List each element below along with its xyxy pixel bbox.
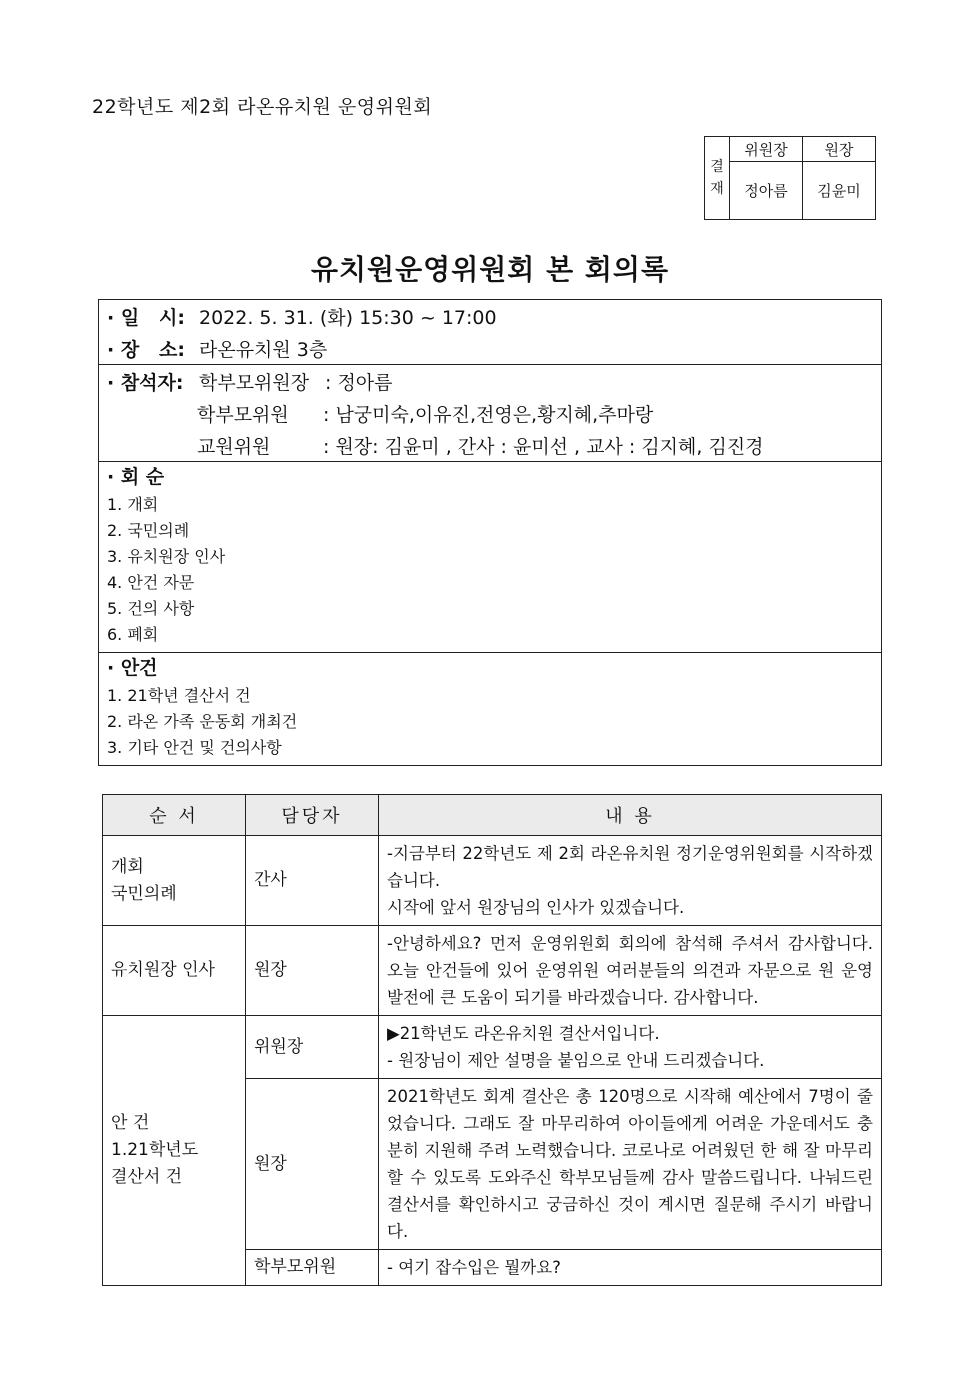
header-order: 순 서: [103, 795, 246, 836]
date-label: · 일 시:: [107, 306, 185, 329]
place-row: [99, 332, 881, 364]
date-value: 2022. 5. 31. (화) 15:30 ~ 17:00: [199, 306, 497, 329]
content-text: 시작에 앞서 원장님의 인사가 있겠습니다.: [387, 898, 685, 917]
approval-role-director: 원장: [803, 137, 876, 162]
attendee-row: [99, 397, 881, 429]
order-cell: [103, 836, 246, 926]
approval-side-char-2: 재: [710, 181, 724, 197]
meeting-info-box: [98, 299, 882, 766]
approval-name-director: 김윤미: [803, 162, 876, 220]
approval-side-char-1: 결: [710, 159, 724, 175]
header-person: 담당자: [246, 795, 379, 836]
content-cell: [379, 1079, 882, 1250]
attendee-role: 학부모위원: [197, 403, 289, 426]
content-text: -지금부터 22학년도 제 2회 라온유치원 정기운영위원회를 시작하겠습니다.: [387, 844, 873, 890]
attendee-value: : 남궁미숙,이유진,전영은,황지혜,추마랑: [323, 403, 654, 426]
order-cell: [103, 1016, 246, 1286]
attendee-role: 교원위원: [197, 435, 271, 458]
order-list: [99, 492, 881, 652]
content-cell: [379, 836, 882, 926]
list-item: 1. 21학년 결산서 건: [107, 686, 251, 705]
order-text: 국민의례: [111, 883, 177, 904]
list-item: 2. 라온 가족 운동회 개최건: [107, 712, 298, 731]
approval-role-chair: 위원장: [730, 137, 803, 162]
content-text: 2021학년도 회계 결산은 총 120명으로 시작해 예산에서 7명이 줄었습니다. 그래도 잘 마무리하여 아이들에게 어려운 가운데서도 충분히 지원해 주려 노력했습니다. 코로나로 어려웠던 한 해 잘 마무리 할 수 있도록 도와주신 학부모님들께 감사 말씀드립니다. 나눠드린 결산서를 확인하시고 궁금하신 것이 계시면 질문해 주시기 바랍니다.: [387, 1087, 873, 1241]
attendee-role: 학부모위원장: [199, 371, 310, 394]
place-label: · 장 소:: [107, 338, 185, 361]
list-item: 6. 폐회: [107, 625, 159, 644]
header-content: 내 용: [379, 795, 882, 836]
attendee-value: : 원장: 김윤미 , 간사 : 윤미선 , 교사 : 김지혜, 김진경: [323, 435, 764, 458]
person-cell: 간사: [246, 836, 379, 926]
agenda-list: [99, 683, 881, 765]
place-value: 라온유치원 3층: [199, 338, 328, 361]
content-text: -안녕하세요? 먼저 운영위원회 회의에 참석해 주셔서 감사합니다. 오늘 안건들에 있어 운영위원 여러분들의 의견과 자문으로 원 운영발전에 큰 도움이 되기를 바라겠습니다. 감사합니다.: [387, 934, 873, 1007]
list-item: 5. 건의 사항: [107, 599, 195, 618]
agenda-section: [99, 653, 881, 765]
list-item: 1. 개회: [107, 495, 159, 514]
date-row: [99, 300, 881, 332]
approval-side-label: [705, 137, 730, 220]
content-text: - 원장님이 제안 설명을 붙임으로 안내 드리겠습니다.: [387, 1051, 765, 1070]
content-text: ▶21학년도 라온유치원 결산서입니다.: [387, 1024, 660, 1043]
list-item: 4. 안건 자문: [107, 573, 195, 592]
table-row: [103, 836, 882, 926]
table-header-row: [103, 795, 882, 836]
attendee-row: [99, 365, 881, 397]
table-row: [103, 926, 882, 1016]
person-cell: 학부모위원: [246, 1250, 379, 1286]
approval-box: [704, 136, 876, 220]
page-title: 유치원운영위원회 본 회의록: [310, 253, 670, 286]
date-place-section: [99, 300, 881, 365]
attendee-row: [99, 429, 881, 461]
order-text: 안 건: [111, 1113, 150, 1133]
person-cell: 원장: [246, 926, 379, 1016]
order-section: [99, 462, 881, 653]
content-cell: [379, 926, 882, 1016]
person-cell: 원장: [246, 1079, 379, 1250]
order-cell: 유치원장 인사: [103, 926, 246, 1016]
list-item: 3. 유치원장 인사: [107, 547, 226, 566]
approval-name-chair: 정아름: [730, 162, 803, 220]
order-text: 개회: [111, 856, 144, 877]
attendees-section: [99, 365, 881, 462]
document-header: 22학년도 제2회 라온유치원 운영위원회: [92, 96, 433, 118]
attendee-value: : 정아름: [325, 371, 393, 394]
content-cell: [379, 1016, 882, 1079]
attendees-label: · 참석자:: [107, 371, 184, 394]
list-item: 3. 기타 안건 및 건의사항: [107, 738, 282, 757]
proceedings-table: [102, 794, 882, 1286]
order-title: · 회 순: [107, 466, 165, 488]
agenda-title: · 안건: [107, 657, 158, 679]
table-row: [103, 1016, 882, 1079]
content-cell: [379, 1250, 882, 1286]
content-text: - 여기 잡수입은 뭘까요?: [387, 1258, 561, 1277]
person-cell: 위원장: [246, 1016, 379, 1079]
order-text: 결산서 건: [111, 1167, 183, 1187]
list-item: 2. 국민의례: [107, 521, 190, 540]
order-text: 1.21학년도: [111, 1140, 199, 1160]
